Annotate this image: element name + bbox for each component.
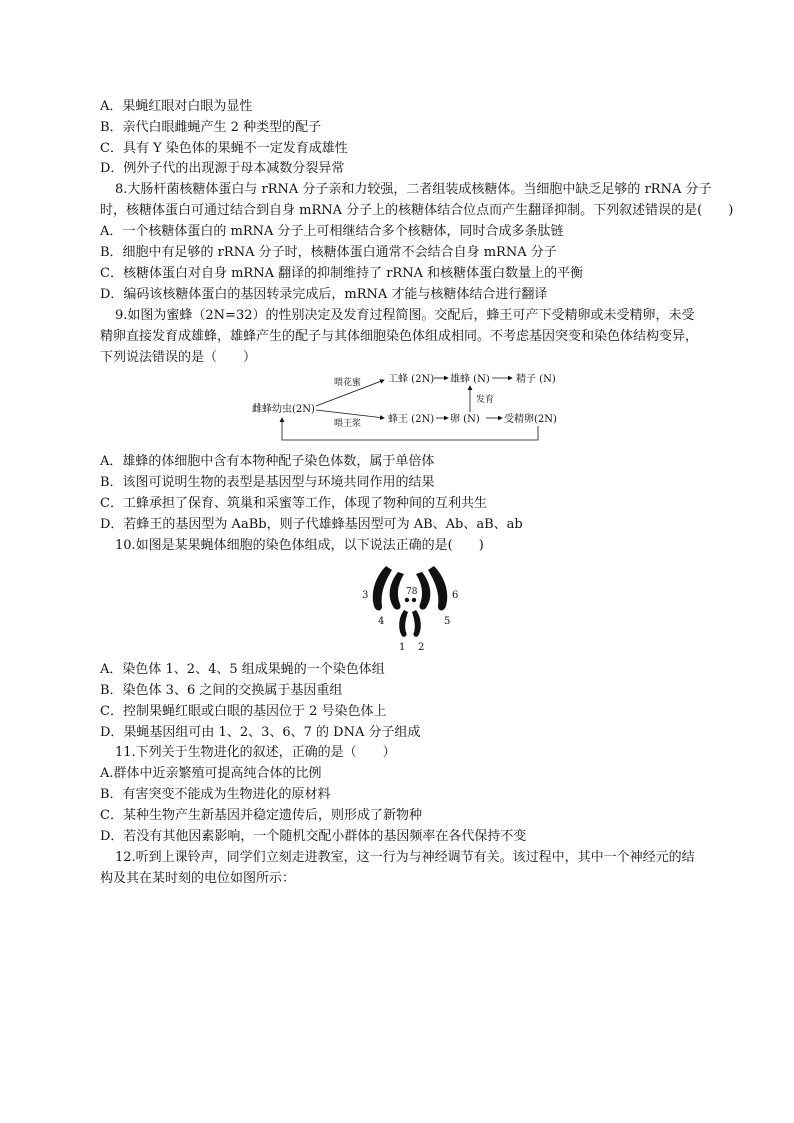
q10-option-a: A．染色体 1、2、4、5 组成果蝇的一个染色体组 xyxy=(100,662,385,677)
label-5: 5 xyxy=(444,616,451,627)
chromosome-6 xyxy=(428,566,447,611)
q11-stem: 11.下列关于生物进化的叙述，正确的是（ ） xyxy=(115,745,396,760)
larva-label: 雌蜂幼虫(2N) xyxy=(252,404,315,415)
chromosome-5 xyxy=(416,572,430,610)
drone-label: 雄蜂 (N) xyxy=(450,374,490,385)
q11-option-a: A.群体中近亲繁殖可提高纯合体的比例 xyxy=(100,766,322,781)
q7-option-d: D．例外子代的出现源于母本减数分裂异常 xyxy=(100,161,345,176)
chromosome-7 xyxy=(405,598,409,602)
q7-option-c: C．具有 Y 染色体的果蝇不一定发育成雄性 xyxy=(100,141,348,156)
q7-option-b: B．亲代白眼雌蝇产生 2 种类型的配子 xyxy=(100,120,322,135)
q8-option-c: C．核糖体蛋白对自身 mRNA 翻译的抑制维持了 rRNA 和核糖体蛋白数量上的平衡 xyxy=(100,266,584,281)
q11-option-b: B．有害突变不能成为生物进化的原材料 xyxy=(100,787,331,802)
chromosome-4 xyxy=(390,572,404,610)
q11-option-c: C．某种生物产生新基因并稳定遗传后，则形成了新物种 xyxy=(100,808,422,823)
egg-label: 卵 (N) xyxy=(450,414,480,425)
q11-option-d: D．若没有其他因素影响，一个随机交配小群体的基因频率在各代保持不变 xyxy=(100,829,527,844)
q10-option-c: C．控制果蝇红眼或白眼的基因位于 2 号染色体上 xyxy=(100,704,387,719)
label-4: 4 xyxy=(378,616,385,627)
q10-option-b: B．染色体 3、6 之间的交换属于基因重组 xyxy=(100,683,343,698)
develop-label: 发育 xyxy=(476,395,495,405)
q8-option-d: D．编码该核糖体蛋白的基因转录完成后，mRNA 才能与核糖体结合进行翻译 xyxy=(100,287,548,302)
q9-stem-line1: 9.如图为蜜蜂（2N=32）的性别决定及发育过程简图。交配后，蜂王可产下受精卵或未受精卵，未受 xyxy=(115,308,695,323)
q12-stem-line1: 12.听到上课铃声，同学们立刻走进教室，这一行为与神经调节有关。该过程中，其中一个神经元的结 xyxy=(115,850,695,865)
q8-stem-line2: 时，核糖体蛋白可通过结合到自身 mRNA 分子上的核糖体结合位点而产生翻译抑制。下列叙述错误的是( ) xyxy=(100,203,734,218)
q9-stem-line2: 精卵直接发育成雄蜂，雄蜂产生的配子与其体细胞染色体组成相同。不考虑基因突变和染色体结构变异， xyxy=(100,329,699,344)
label-6: 6 xyxy=(452,590,459,601)
q8-option-b: B．细胞中有足够的 rRNA 分子时，核糖体蛋白通常不会结合自身 mRNA 分子 xyxy=(100,245,557,260)
chromosome-3 xyxy=(373,566,392,611)
q9-option-d: D．若蜂王的基因型为 AaBb，则子代雄蜂基因型可为 AB、Ab、aB、ab xyxy=(100,517,523,532)
bee-development-diagram xyxy=(250,366,570,446)
q8-stem-line1: 8.大肠杆菌核糖体蛋白与 rRNA 分子亲和力较强，二者组装成核糖体。当细胞中缺乏足够的 rRNA 分子 xyxy=(115,182,712,197)
chromosome-2 xyxy=(412,610,421,637)
q10-option-d: D．果蝇基因组可由 1、2、3、6、7 的 DNA 分子组成 xyxy=(100,725,421,740)
q9-option-b: B．该图可说明生物的表型是基因型与环境共同作用的结果 xyxy=(100,475,435,490)
chromosome-8 xyxy=(412,598,416,602)
chromosome-1 xyxy=(399,610,408,637)
q9-stem-line3: 下列说法错误的是（ ） xyxy=(100,350,257,365)
q12-stem-line2: 构及其在某时刻的电位如图所示： xyxy=(100,871,296,886)
q9-option-a: A．雄蜂的体细胞中含有本物种配子染色体数，属于单倍体 xyxy=(100,454,435,469)
q9-option-c: C．工蜂承担了保育、筑巢和采蜜等工作，体现了物种间的互利共生 xyxy=(100,496,487,511)
sperm-label: 精子 (N) xyxy=(516,374,556,385)
chromosome-diagram xyxy=(356,562,466,654)
label-2: 2 xyxy=(418,642,425,653)
zygote-label: 受精卵(2N) xyxy=(504,414,557,425)
feed-jelly-label: 喂王浆 xyxy=(334,419,362,429)
arrow-to-queen xyxy=(316,410,384,418)
feed-pollen-label: 喂花蜜 xyxy=(334,378,362,388)
q10-stem: 10.如图是某果蝇体细胞的染色体组成，以下说法正确的是( ) xyxy=(115,538,484,553)
queen-label: 蜂王 (2N) xyxy=(388,414,435,425)
worker-label: 工蜂 (2N) xyxy=(388,374,435,385)
label-3: 3 xyxy=(362,590,369,601)
q7-option-a: A．果蝇红眼对白眼为显性 xyxy=(100,99,253,114)
label-78: 78 xyxy=(406,587,418,597)
label-1: 1 xyxy=(399,642,406,653)
q8-option-a: A．一个核糖体蛋白的 mRNA 分子上可相继结合多个核糖体，同时合成多条肽链 xyxy=(100,224,564,239)
